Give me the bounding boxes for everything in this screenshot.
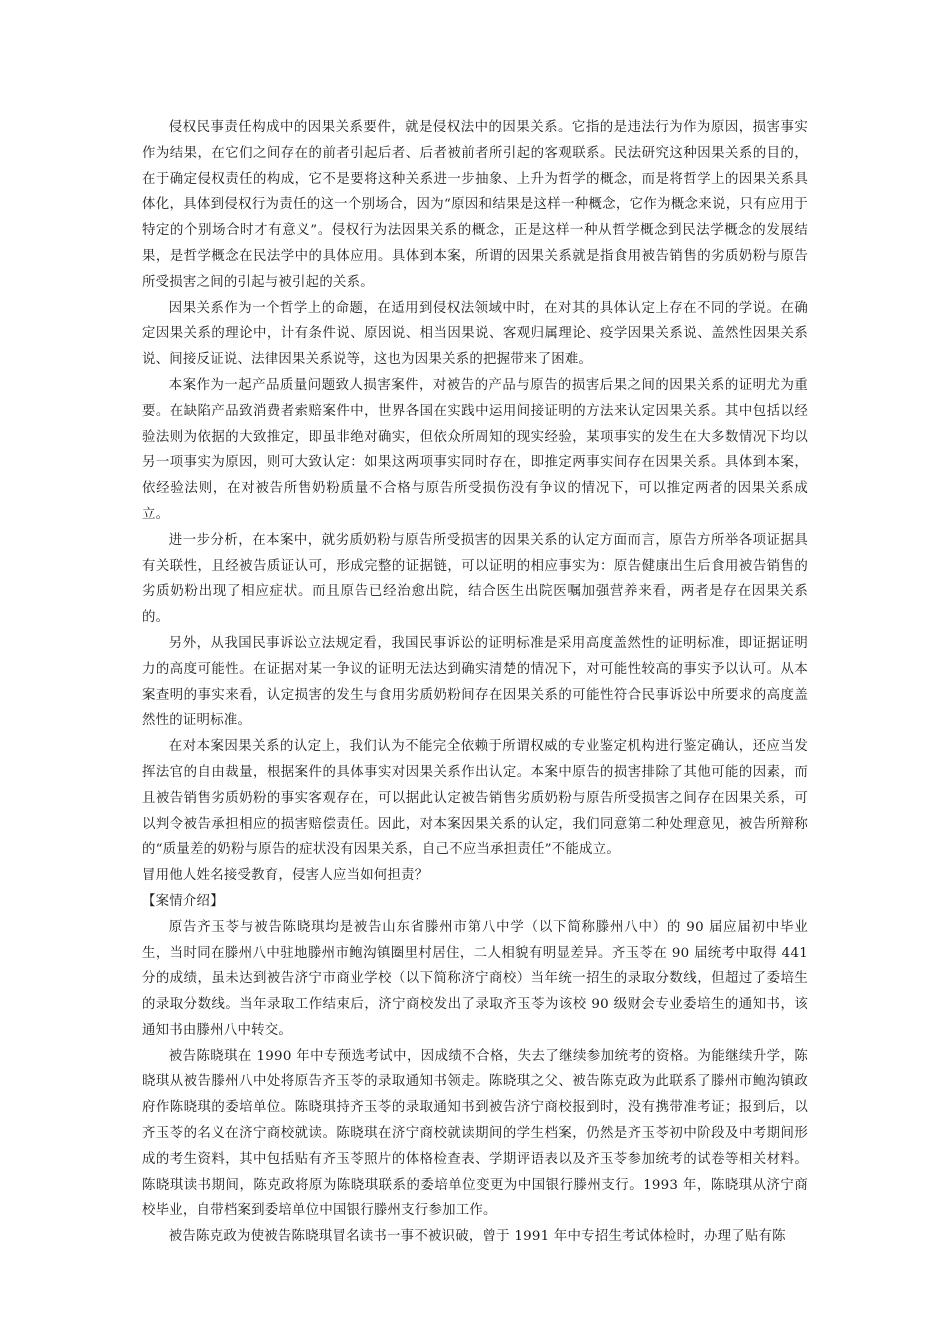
body-paragraph: 本案作为一起产品质量问题致人损害案件，对被告的产品与原告的损害后果之间的因果关系的证明尤为重要。在缺陷产品致消费者索赔案件中，世界各国在实践中运用间接证明的方法来认定因果关系。其中包括以经验法则为依据的大致推定，即虽非绝对确实，但依众所周知的现实经验，某项事实的发生在大多数情况下均以另一项事实为原因，则可大致认定：如果这两项事实同时存在，即推定两事实间存在因果关系。具体到本案，依经验法则，在对被告所售奶粉质量不合格与原告所受损伤没有争议的情况下，可以推定两者的因果关系成立。 — [142, 377, 808, 522]
case-paragraph: 被告陈晓琪在 1990 年中专预选考试中，因成绩不合格，失去了继续参加统考的资格。为能继续升学，陈晓琪从被告滕州八中处将原告齐玉苓的录取通知书领走。陈晓琪之父、被告陈克政为此联系了滕州市鲍沟镇政府作陈晓琪的委培单位。陈晓琪持齐玉苓的录取通知书到被告济宁商校报到时，没有携带准考证；报到后，以齐玉苓的名义在济宁商校就读。陈晓琪在济宁商校就读期间的学生档案，仍然是齐玉苓初中阶段及中考期间形成的考生资料，其中包括贴有齐玉苓照片的体格检查表、学期评语表以及齐玉苓参加统考的试卷等相关材料。陈晓琪读书期间，陈克政将原为陈晓琪联系的委培单位变更为中国银行滕州支行。1993 年，陈晓琪从济宁商校毕业，自带档案到委培单位中国银行滕州支行参加工作。 — [142, 1048, 808, 1219]
body-paragraph: 因果关系作为一个哲学上的命题，在适用到侵权法领域中时，在对其的具体认定上存在不同的学说。在确定因果关系的理论中，计有条件说、原因说、相当因果说、客观归属理论、疫学因果关系说、盖然性因果关系说、间接反证说、法律因果关系说等，这也为因果关系的把握带来了困难。 — [142, 300, 808, 368]
section-heading: 【案情介绍】 — [142, 893, 224, 909]
body-paragraph: 另外，从我国民事诉讼立法规定看，我国民事诉讼的证明标准是采用高度盖然性的证明标准，即证据证明力的高度可能性。在证据对某一争议的证明无法达到确实清楚的情况下，对可能性较高的事实予以认可。从本案查明的事实来看，认定损害的发生与食用劣质奶粉间存在因果关系的可能性符合民事诉讼中所要求的高度盖然性的证明标准。 — [142, 635, 808, 729]
body-paragraph: 进一步分析，在本案中，就劣质奶粉与原告所受损害的因果关系的认定方面而言，原告方所举各项证据具有关联性，且经被告质证认可，形成完整的证据链，可以证明的相应事实为：原告健康出生后食用被告销售的劣质奶粉出现了相应症状。而且原告已经治愈出院，结合医生出院医嘱加强营养来看，两者是存在因果关系的。 — [142, 532, 808, 626]
case-paragraph: 被告陈克政为使被告陈晓琪冒名读书一事不被识破，曾于 1991 年中专招生考试体检时，办理了贴有陈 — [168, 1229, 786, 1245]
case-paragraph: 原告齐玉苓与被告陈晓琪均是被告山东省滕州市第八中学（以下简称滕州八中）的 90 届应届初中毕业生，当时同在滕州八中驻地滕州市鲍沟镇圈里村居住，二人相貌有明显差异。齐玉苓在 90 届统考中取得 441 分的成绩，虽未达到被告济宁市商业学校（以下简称济宁商校）当年统一招生的录取分数线，但超过了委培生的录取分数线。当年录取工作结束后，济宁商校发出了录取齐玉苓为该校 90 级财会专业委培生的通知书，该通知书由滕州八中转交。 — [142, 919, 808, 1038]
question-title: 冒用他人姓名接受教育，侵害人应当如何担责？ — [142, 868, 429, 884]
body-paragraph: 在对本案因果关系的认定上，我们认为不能完全依赖于所谓权威的专业鉴定机构进行鉴定确认，还应当发挥法官的自由裁量，根据案件的具体事实对因果关系作出认定。本案中原告的损害排除了其他可能的因素，而且被告销售劣质奶粉的事实客观存在，可以据此认定被告销售劣质奶粉与原告所受损害之间存在因果关系，可以判令被告承担相应的损害赔偿责任。因此，对本案因果关系的认定，我们同意第二种处理意见，被告所辩称的“质量差的奶粉与原告的症状没有因果关系，自己不应当承担责任”不能成立。 — [142, 739, 808, 858]
body-paragraph: 侵权民事责任构成中的因果关系要件，就是侵权法中的因果关系。它指的是违法行为作为原因，损害事实作为结果，在它们之间存在的前者引起后者、后者被前者所引起的客观联系。民法研究这种因果关系的目的，在于确定侵权责任的构成，它不是要将这种关系进一步抽象、上升为哲学的概念，而是将哲学上的因果关系具体化，具体到侵权行为责任的这一个别场合，因为“原因和结果是这样一种概念，它作为概念来说，只有应用于特定的个别场合时才有意义”。侵权行为法因果关系的概念，正是这样一种从哲学概念到民法学概念的发展结果，是哲学概念在民法学中的具体应用。具体到本案，所谓的因果关系就是指食用被告销售的劣质奶粉与原告所受损害之间的引起与被引起的关系。 — [142, 120, 808, 290]
